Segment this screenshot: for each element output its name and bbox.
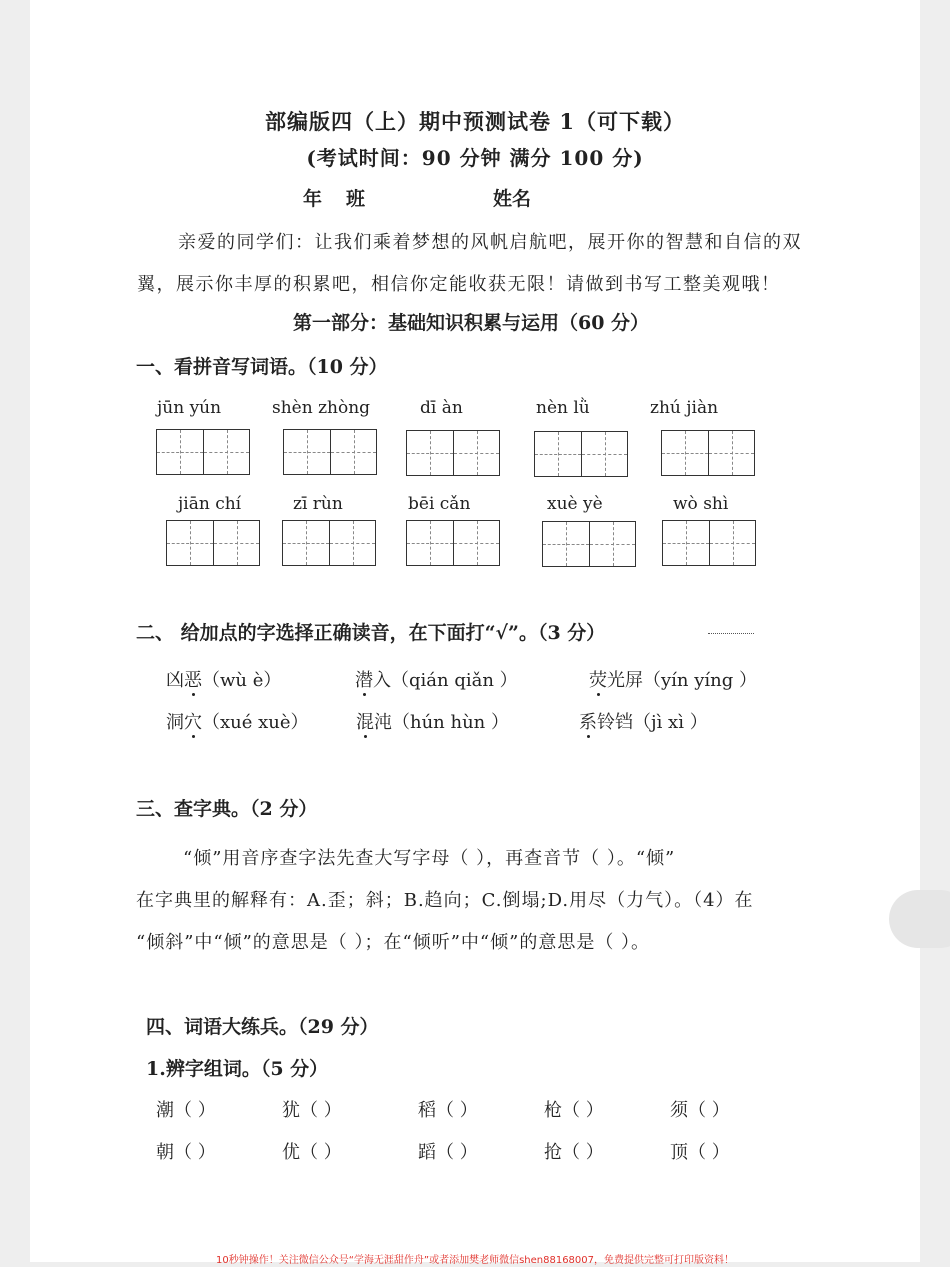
word-building-item[interactable]: 枪（ ）	[544, 1100, 604, 1121]
exam-subtitle: (考试时间：90 分钟 满分 100 分)	[306, 146, 644, 170]
pinyin-label: dī àn	[420, 398, 463, 418]
pinyin-label: xuè yè	[547, 494, 603, 514]
word-building-item[interactable]: 抢（ ）	[544, 1142, 604, 1163]
q3-line-1: “倾”用音序查字法先查大写字母（ ），再查音节（ ）。“倾”	[183, 848, 676, 869]
dotted-char: 混	[356, 712, 374, 733]
pinyin-label: shèn zhòng	[272, 398, 371, 418]
grade-label: 年	[303, 188, 323, 210]
word-building-item[interactable]: 须（ ）	[670, 1100, 730, 1121]
word-building-item[interactable]: 犹（ ）	[282, 1100, 342, 1121]
tianzige-answer-box[interactable]	[282, 520, 376, 566]
reading-item	[356, 708, 509, 734]
pinyin-label: nèn lǜ	[536, 398, 590, 418]
class-label: 班	[346, 188, 366, 210]
q1-title: 一、看拼音写词语。（10 分）	[136, 356, 388, 378]
dotted-char: 穴	[184, 712, 202, 733]
word-building-item[interactable]: 优（ ）	[282, 1142, 342, 1163]
pinyin-label: jiān chí	[178, 494, 242, 514]
pinyin-label: zhú jiàn	[650, 398, 719, 418]
word-building-item[interactable]: 稻（ ）	[418, 1100, 478, 1121]
tianzige-answer-box[interactable]	[406, 520, 500, 566]
intro-line-1: 亲爱的同学们：让我们乘着梦想的风帆启航吧，展开你的智慧和自信的双	[178, 232, 802, 253]
dotted-char: 潜	[355, 670, 373, 691]
q4-title: 四、词语大练兵。（29 分）	[146, 1016, 379, 1038]
pinyin-options[interactable]: （hún hùn ）	[392, 712, 509, 733]
word-building-item[interactable]: 蹈（ ）	[418, 1142, 478, 1163]
pinyin-options[interactable]: （qián qiǎn ）	[391, 670, 518, 691]
item-char: 沌	[374, 712, 392, 733]
item-char: 铃铛	[597, 712, 633, 733]
item-char: 洞	[166, 712, 184, 733]
exam-title: 部编版四（上）期中预测试卷 1（可下载）	[265, 109, 685, 134]
pinyin-label: zī rùn	[293, 494, 343, 514]
pinyin-label: jūn yún	[157, 398, 222, 418]
tianzige-answer-box[interactable]	[534, 431, 628, 477]
side-scroll-tab[interactable]	[889, 890, 950, 948]
pinyin-label: wò shì	[673, 494, 729, 514]
item-char: 凶	[166, 670, 184, 691]
reading-item	[579, 708, 708, 734]
tianzige-answer-box[interactable]	[166, 520, 260, 566]
word-building-item[interactable]: 潮（ ）	[156, 1100, 216, 1121]
q3-line-3: “倾斜”中“倾”的意思是（ ）；在“倾听”中“倾”的意思是（ ）。	[136, 932, 651, 953]
dotted-char: 荧	[589, 670, 607, 691]
name-label: 姓名	[493, 188, 532, 210]
tianzige-answer-box[interactable]	[406, 430, 500, 476]
pinyin-options[interactable]: （yín yíng ）	[643, 670, 758, 691]
tianzige-answer-box[interactable]	[283, 429, 377, 475]
q2-title: 二、 给加点的字选择正确读音，在下面打“√”。（3 分）	[136, 622, 606, 644]
q2-dotted-leader	[708, 632, 754, 634]
tianzige-answer-box[interactable]	[661, 430, 755, 476]
reading-item	[166, 708, 309, 734]
tianzige-answer-box[interactable]	[662, 520, 756, 566]
word-building-item[interactable]: 顶（ ）	[670, 1142, 730, 1163]
pinyin-options[interactable]: （jì xì ）	[633, 712, 708, 733]
promo-footer: 10秒钟操作！关注微信公众号“学海无涯甜作舟”或者添加樊老师微信shen88168007，免费提供完整可打印版资料！	[215, 1255, 735, 1266]
item-char: 光屏	[607, 670, 643, 691]
intro-line-2: 翼，展示你丰厚的积累吧，相信你定能收获无限！请做到书写工整美观哦！	[137, 274, 781, 295]
reading-item	[355, 666, 518, 692]
dotted-char: 恶	[184, 670, 202, 691]
pinyin-options[interactable]: （xué xuè）	[202, 712, 309, 733]
q3-line-2: 在字典里的解释有：A.歪；斜；B.趋向；C.倒塌;D.用尽（力气）。（4）在	[136, 890, 754, 911]
tianzige-answer-box[interactable]	[156, 429, 250, 475]
pinyin-label: bēi cǎn	[408, 494, 471, 514]
part1-title: 第一部分：基础知识积累与运用（60 分）	[293, 312, 650, 334]
dotted-char: 系	[579, 712, 597, 733]
reading-item	[166, 666, 281, 692]
q3-title: 三、查字典。（2 分）	[136, 798, 318, 820]
item-char: 入	[373, 670, 391, 691]
pinyin-options[interactable]: （wù è）	[202, 670, 282, 691]
tianzige-answer-box[interactable]	[542, 521, 636, 567]
reading-item	[589, 666, 757, 692]
word-building-item[interactable]: 朝（ ）	[156, 1142, 216, 1163]
q4-sub1-title: 1.辨字组词。（5 分）	[146, 1058, 329, 1080]
